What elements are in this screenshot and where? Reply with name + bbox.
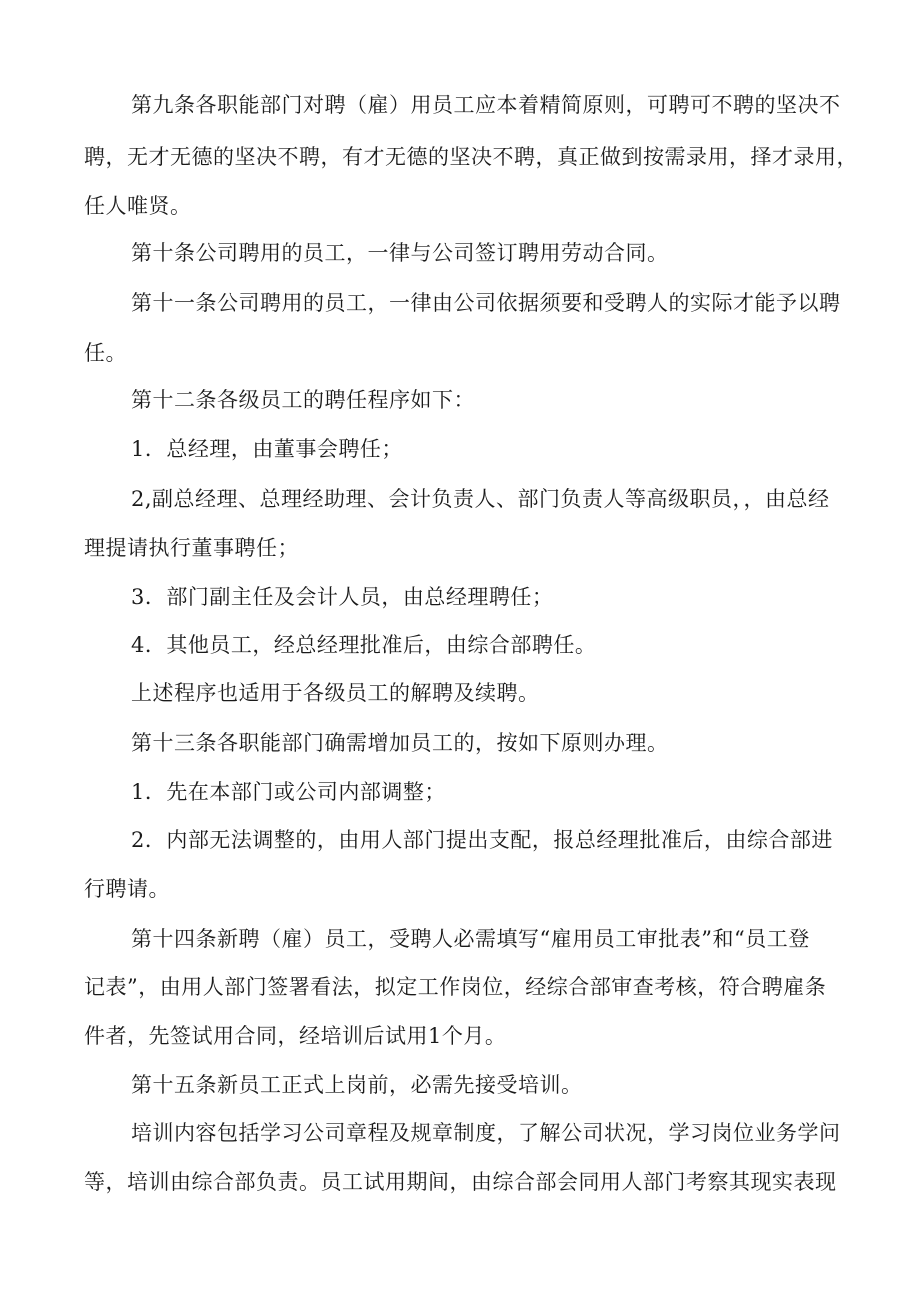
list-item: 2,副总经理、总理经助理、会计负责人、部门负责人等高级职员，，由总经: [131, 487, 830, 511]
paragraph-line: 第十一条公司聘用的员工，一律由公司依据须要和受聘人的实际才能予以聘: [131, 291, 841, 315]
paragraph-line: 记表”，由用人部门签署看法，拟定工作岗位，经综合部审查考核，符合聘雇条: [84, 975, 827, 999]
list-item: 2．内部无法调整的，由用人部门提出支配，报总经理批准后，由综合部进: [131, 828, 833, 852]
paragraph-line: 上述程序也适用于各级员工的解聘及续聘。: [131, 681, 540, 705]
list-item: 4．其他员工，经总经理批准后，由综合部聘任。: [131, 633, 597, 657]
paragraph-line: 聘，无才无德的坚决不聘，有才无德的坚决不聘，真正做到按需录用，择才录用，: [84, 145, 858, 169]
paragraph-line: 等，培训由综合部负责。员工试用期间，由综合部会同用人部门考察其现实表现: [84, 1170, 837, 1194]
paragraph-line: 培训内容包括学习公司章程及规章制度，了解公司状况，学习岗位业务学问: [131, 1121, 841, 1145]
paragraph-line: 任人唯贤。: [84, 194, 192, 218]
paragraph-line: 第十条公司聘用的员工，一律与公司签订聘用劳动合同。: [131, 241, 669, 265]
paragraph-line: 行聘请。: [84, 877, 170, 901]
list-item: 1．先在本部门或公司内部调整；: [131, 780, 446, 804]
list-item: 3．部门副主任及会计人员，由总经理聘任；: [131, 585, 554, 609]
paragraph-line: 第十四条新聘（雇）员工，受聘人必需填写“雇用员工审批表”和“员工登: [131, 927, 810, 951]
paragraph-line: 件者，先签试用合同，经培训后试用1个月。: [84, 1024, 507, 1048]
paragraph-line: 第十三条各职能部门确需增加员工的，按如下原则办理。: [131, 731, 669, 755]
list-item: 1．总经理，由董事会聘任；: [131, 437, 403, 461]
paragraph-line: 任。: [84, 341, 127, 365]
paragraph-line: 理提请执行董事聘任；: [84, 536, 299, 560]
paragraph-line: 第十二条各级员工的聘任程序如下：: [131, 388, 475, 412]
paragraph-line: 第九条各职能部门对聘（雇）用员工应本着精简原则，可聘可不聘的坚决不: [131, 93, 841, 117]
paragraph-line: 第十五条新员工正式上岗前，必需先接受培训。: [131, 1073, 583, 1097]
